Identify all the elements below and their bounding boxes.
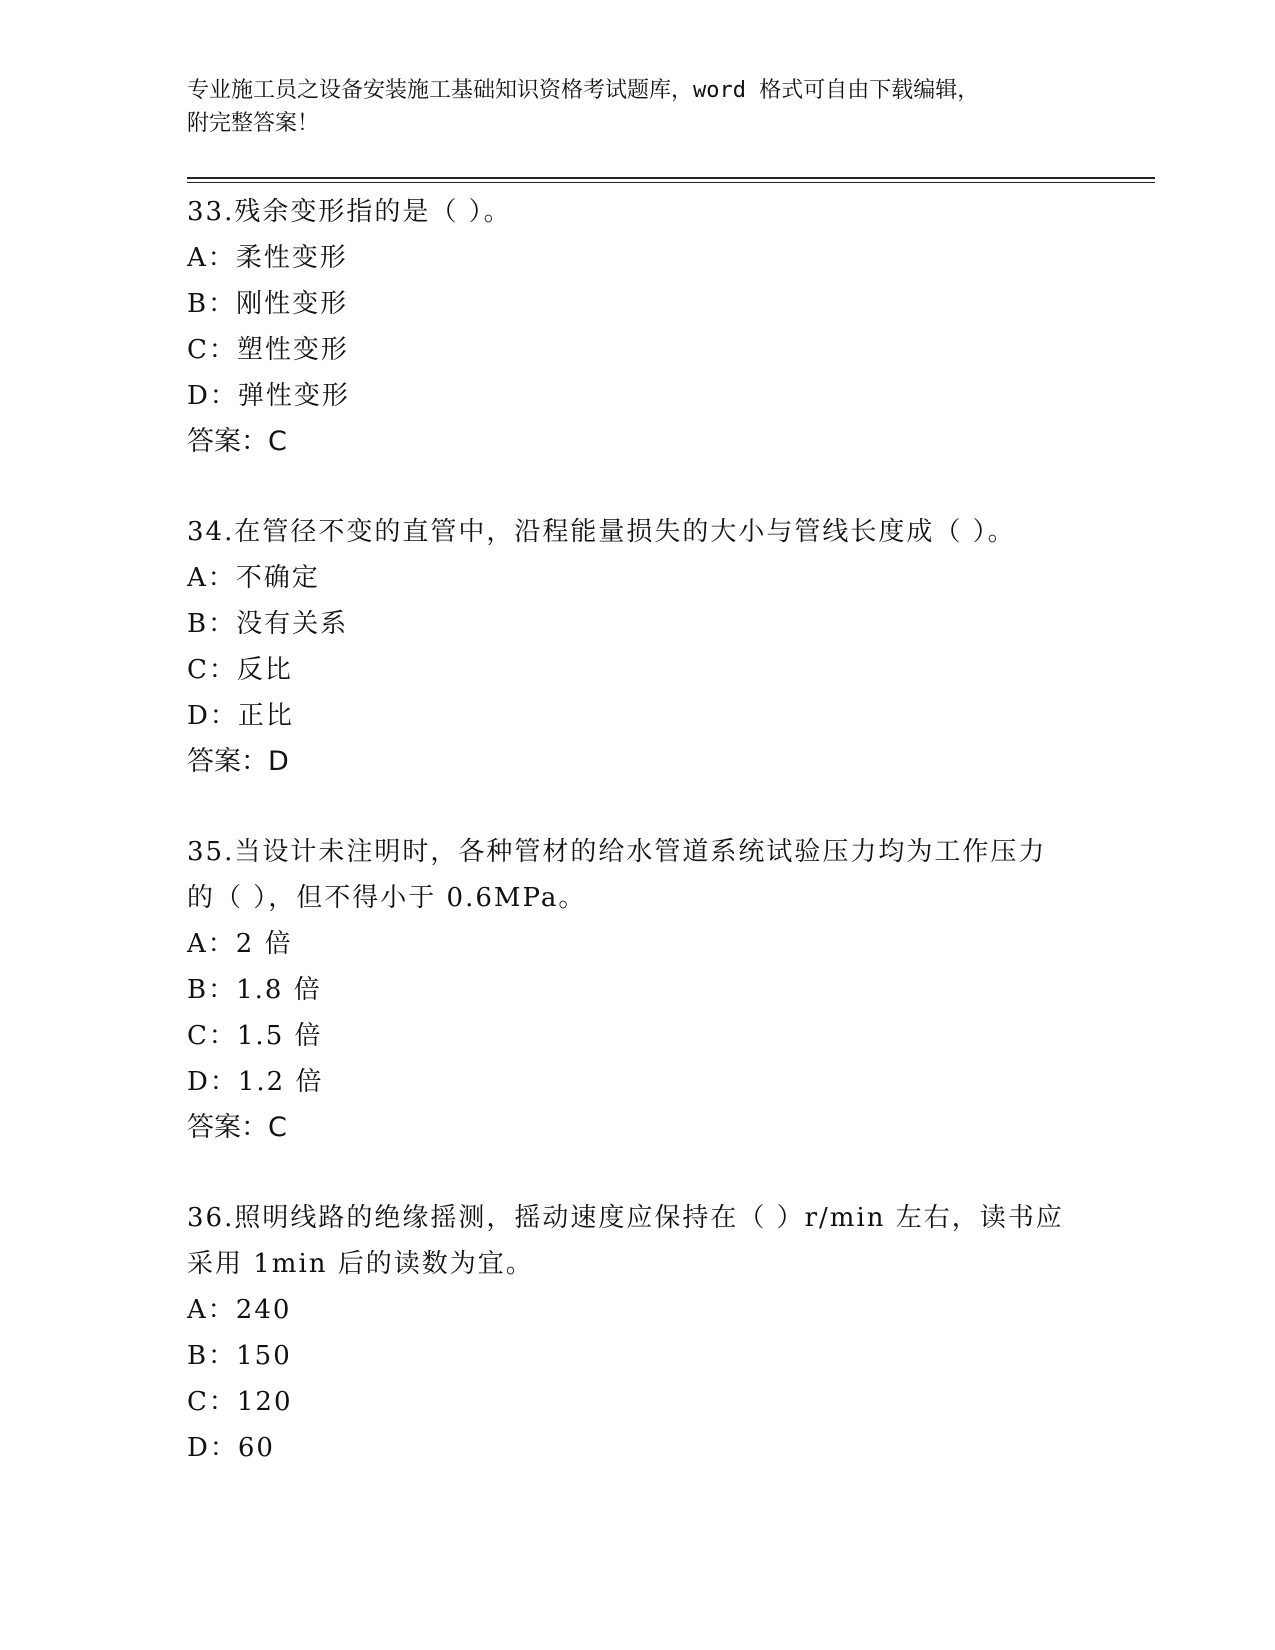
question-block-36 [187,1195,1087,1471]
option-d: D：60 [187,1433,275,1463]
option-d: D：弹性变形 [187,381,350,411]
option-a: A：柔性变形 [187,243,348,273]
question-stem: 34.在管径不变的直管中，沿程能量损失的大小与管线长度成（ ）。 [187,517,1016,547]
question-stem-line-1: 36.照明线路的绝缘摇测，摇动速度应保持在（ ）r/min 左右，读书应 [187,1203,1064,1233]
question-block-34 [187,509,1087,785]
document-header [187,74,1067,140]
option-a: A：2 倍 [187,929,293,959]
question-block-35 [187,829,1087,1151]
question-stem-line-2: 的（ ），但不得小于 0.6MPa。 [187,883,587,913]
header-line-1: 专业施工员之设备安装施工基础知识资格考试题库，word 格式可自由下载编辑， [187,78,980,103]
option-b: B：刚性变形 [187,289,349,319]
option-b: B：1.8 倍 [187,975,322,1005]
header-line-2: 附完整答案！ [187,111,320,136]
option-d: D：1.2 倍 [187,1067,324,1097]
option-a: A：240 [187,1295,292,1325]
option-d: D：正比 [187,701,294,731]
answer-text: 答案：D [187,746,289,777]
question-stem-line-1: 35.当设计未注明时，各种管材的给水管道系统试验压力均为工作压力 [187,837,1047,867]
answer-text: 答案：C [187,426,287,457]
option-b: B：150 [187,1341,292,1371]
question-list [187,189,1087,1515]
answer-text: 答案：C [187,1112,287,1143]
option-c: C：1.5 倍 [187,1021,323,1051]
option-a: A：不确定 [187,563,320,593]
header-divider-thin [187,182,1155,183]
question-block-33 [187,189,1087,465]
option-c: C：120 [187,1387,293,1417]
option-b: B：没有关系 [187,609,349,639]
question-stem-line-2: 采用 1min 后的读数为宜。 [187,1249,534,1279]
option-c: C：反比 [187,655,293,685]
option-c: C：塑性变形 [187,335,349,365]
header-divider-thick [187,177,1155,179]
question-stem: 33.残余变形指的是（ ）。 [187,197,512,227]
